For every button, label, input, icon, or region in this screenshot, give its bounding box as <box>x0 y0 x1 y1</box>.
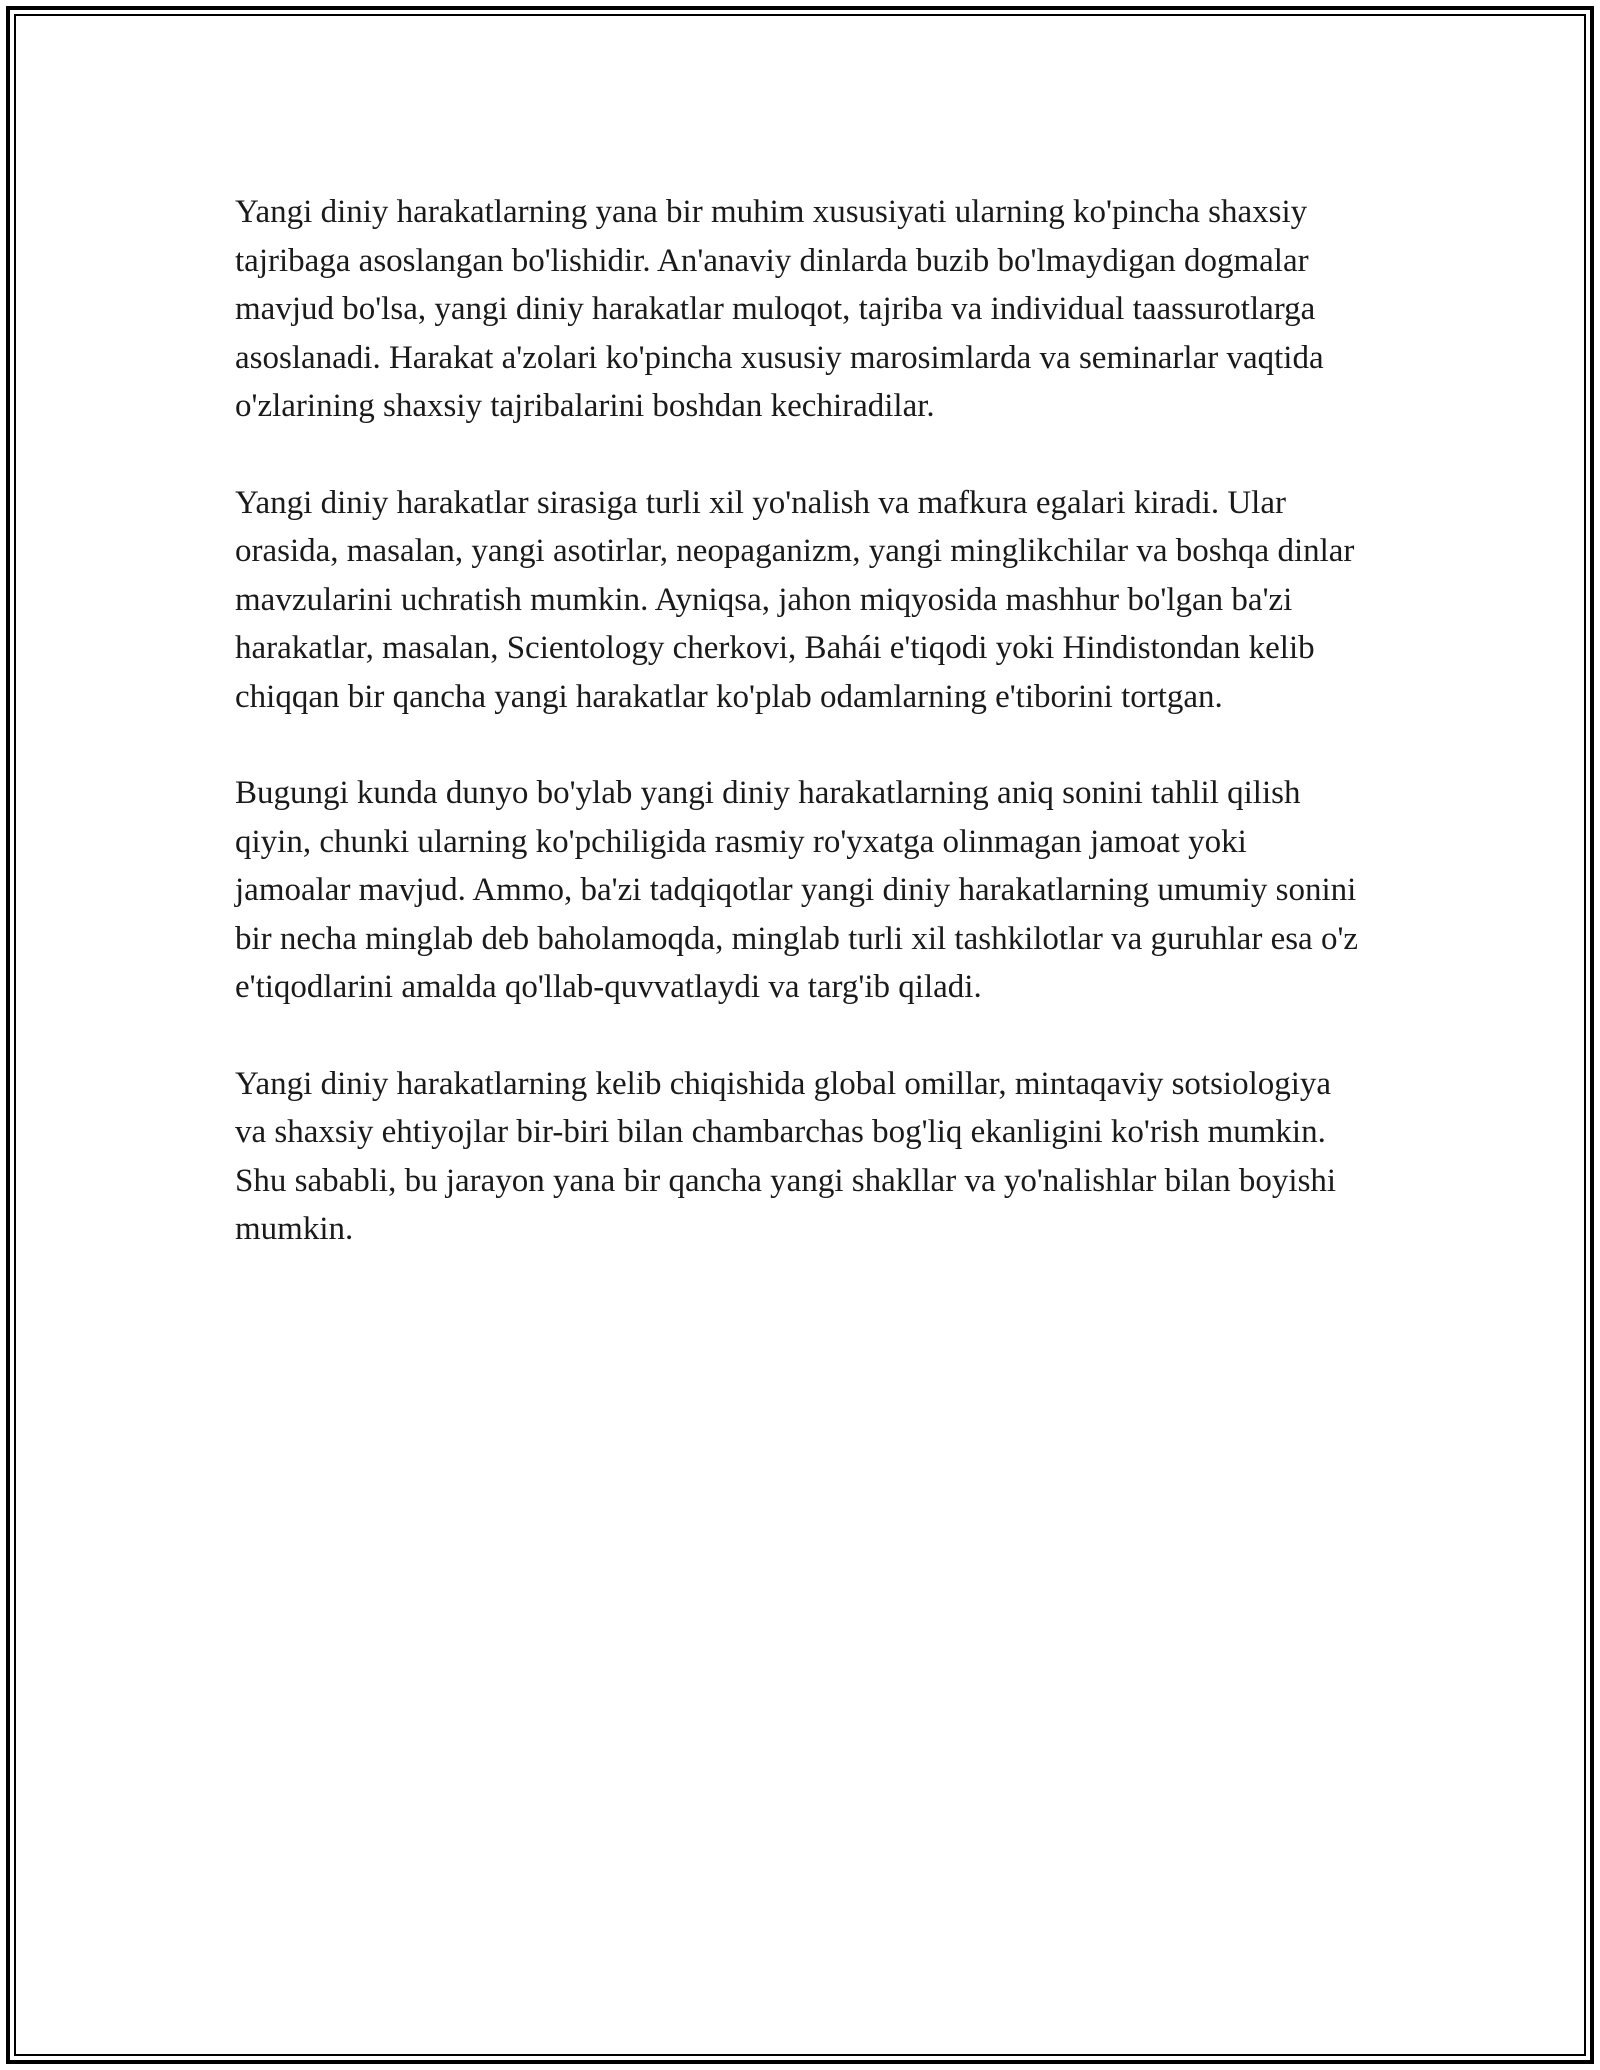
paragraph-3: Bugungi kunda dunyo bo'ylab yangi diniy harakatlarning aniq sonini tahlil qilish qiyin, chunki ularning ko'pchiligida rasmiy ro'yxatga olinmagan jamoat yoki jamoalar mavjud. Ammo, ba'zi tadqiqotlar yangi diniy harakatlarning umumiy sonini bir necha minglab deb baholamoqda, minglab turli xil tashkilotlar va guruhlar esa o'z e'tiqodlarini amalda qo'llab-quvvatlaydi va targ'ib qiladi. <box>235 775 1359 1005</box>
paragraph-2: Yangi diniy harakatlar sirasiga turli xil yo'nalish va mafkura egalari kiradi. Ular orasida, masalan, yangi asotirlar, neopaganizm, yangi minglikchilar va boshqa dinlar mavzularini uchratish mumkin. Ayniqsa, jahon miqyosida mashhur bo'lgan ba'zi harakatlar, masalan, Scientology cherkovi, Bahái e'tiqodi yoki Hindistondan kelib chiqqan bir qancha yangi harakatlar ko'plab odamlarning e'tiborini tortgan. <box>235 484 1355 715</box>
paragraph-4: Yangi diniy harakatlarning kelib chiqishida global omillar, mintaqaviy sotsiologiya va shaxsiy ehtiyojlar bir-biri bilan chambarchas bog'liq ekanligini ko'rish mumkin. Shu sababli, bu jarayon yana bir qancha yangi shakllar va yo'nalishlar bilan boyishi mumkin. <box>235 1065 1337 1247</box>
document-body <box>235 188 1365 1302</box>
paragraph-1: Yangi diniy harakatlarning yana bir muhim xususiyati ularning ko'pincha shaxsiy tajribaga asoslangan bo'lishidir. An'anaviy dinlarda buzib bo'lmaydigan dogmalar mavjud bo'lsa, yangi diniy harakatlar muloqot, tajriba va individual taassurotlarga asoslanadi. Harakat a'zolari ko'pincha xususiy marosimlarda va seminarlar vaqtida o'zlarining shaxsiy tajribalarini boshdan kechiradilar. <box>235 194 1324 424</box>
